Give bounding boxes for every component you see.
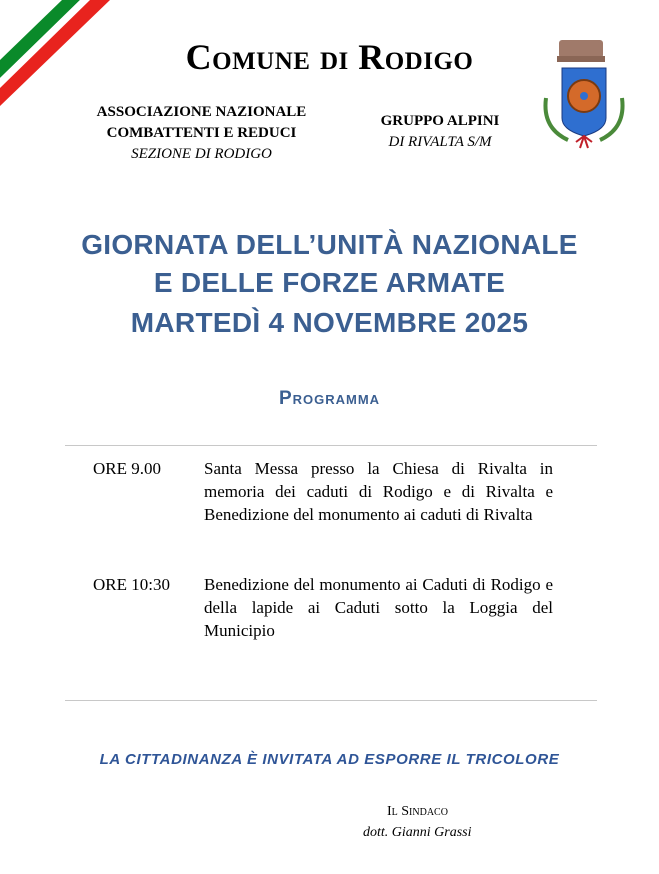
invitation-text: LA CITTADINANZA È INVITATA AD ESPORRE IL TRICOLORE [99,751,560,768]
coat-of-arms-icon [538,38,630,150]
divider [65,445,597,446]
program-heading: Programma [278,388,381,409]
program-item-text: Santa Messa presso la Chiesa di Rivalta in memoria dei caduti di Rodigo e di Rivalta e Benedizione del monumento ai caduti di Rivalta [204,459,553,524]
signature-name: dott. Gianni Grassi [363,825,472,840]
group-block [360,111,520,153]
program-item-time: ORE 9.00 [93,459,161,478]
association-line1: ASSOCIAZIONE NAZIONALE [96,104,307,120]
program-item-text: Benedizione del monumento ai Caduti di Rodigo e della lapide ai Caduti sotto la Loggia del Municipio [204,575,553,640]
program-item-time: ORE 10:30 [93,575,170,594]
signature-role: Il Sindaco [387,804,448,819]
event-title-line1: GIORNATA DELL’UNITÀ NAZIONALE [81,229,578,260]
page-title: Comune di Rodigo [185,37,474,77]
event-date: MARTEDÌ 4 NOVEMBRE 2025 [130,307,529,338]
association-block [80,102,323,165]
association-line2: COMBATTENTI E REDUCI [106,125,297,141]
association-line3: SEZIONE DI RODIGO [131,146,272,162]
group-line1: GRUPPO ALPINI [380,113,500,129]
event-title-line2: E DELLE FORZE ARMATE [153,267,506,298]
divider [65,700,597,701]
group-line2: DI RIVALTA S/M [388,134,492,150]
